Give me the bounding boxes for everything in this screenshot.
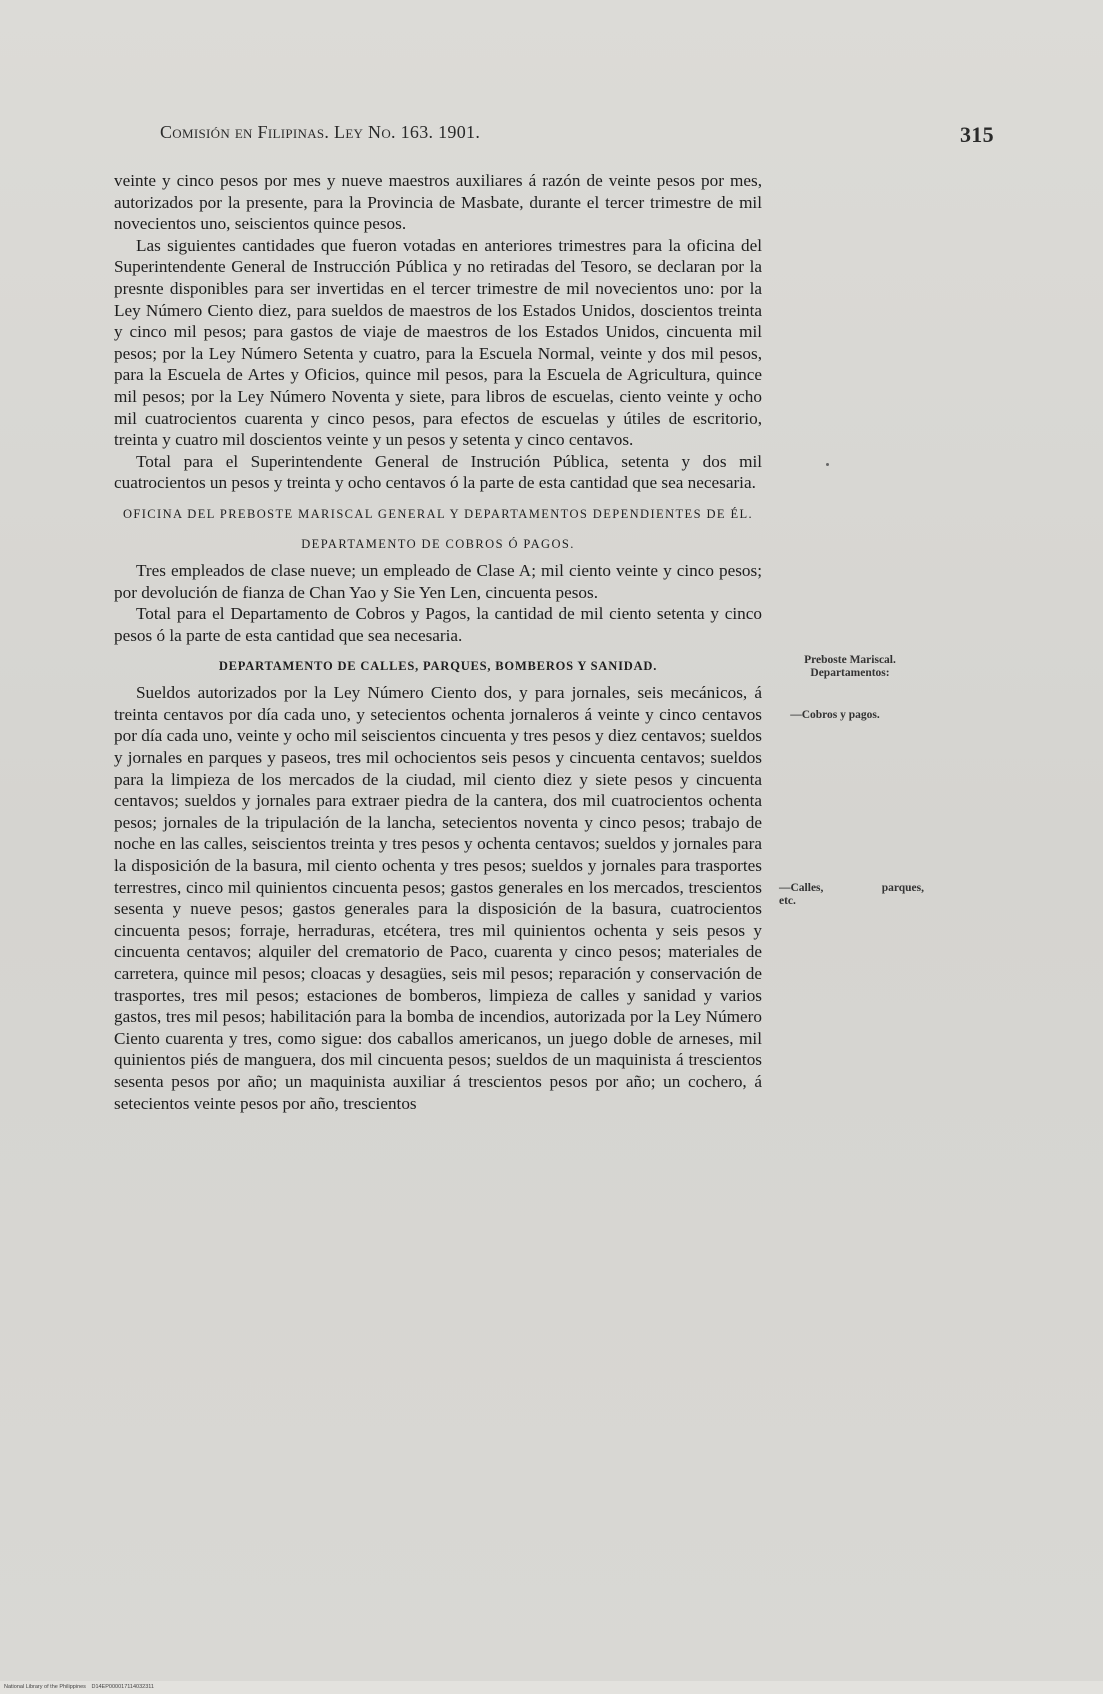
margin-note-line: Departamentos:	[810, 667, 890, 679]
paragraph: Total para el Superintendente General de Instrución Pública, setenta y dos mil cuatrocientos un pesos y treinta y ocho centavos ó la parte de esta cantidad que sea necesaria.	[114, 451, 762, 493]
margin-note-word: parques,	[881, 882, 924, 894]
paragraph: Sueldos autorizados por la Ley Número Ciento dos, y para jornales, seis mecánicos, á treinta centavos por día cada uno, y setecientos ochenta jornaleros á veinte y cinco centavos por día cada uno, veinte y ocho mil seiscientos cincuenta y tres pesos y diez centavos; sueldos y jornales en parques y paseos, tres mil ochocientos seis pesos y cincuenta centavos; sueldos para la limpieza de los mercados de la ciudad, mil ciento diez y siete pesos y cincuenta centavos; sueldos y jornales para extraer piedra de la cantera, dos mil cuatrocientos ochenta pesos; jornales de la tripulación de la lancha, setecientos noventa y cinco pesos; trabajo de noche en las calles, seiscientos treinta y tres pesos y ochenta centavos; sueldos y jornales para la disposición de la basura, mil ciento ochenta y tres pesos; sueldos y jornales para trasportes terrestres, cinco mil quinientos cincuenta pesos; gastos generales en los mercados, trescientos sesenta y nueve pesos; gastos generales para la disposición de la basura, cuatrocientos cincuenta pesos; forraje, herraduras, etcétera, tres mil quinientos ochenta y seis pesos y cincuenta centavos; alquiler del crematorio de Paco, cuarenta y cinco pesos; materiales de carretera, quince mil pesos; cloacas y desagües, seis mil pesos; reparación y conservación de trasportes, tres mil pesos; estaciones de bomberos, limpieza de calles y sanidad y varios gastos, tres mil pesos; habilitación para la bomba de incendios, autorizada por la Ley Número Ciento cuarenta y tres, como sigue: dos caballos americanos, un juego doble de arneses, mil quinientos piés de manguera, dos mil cincuenta pesos; sueldos de un maquinista á trescientos sesenta pesos por año; un maquinista auxiliar á trescientos pesos por año; un cochero, á setecientos veinte pesos por año, trescientos	[114, 683, 762, 1113]
subsection-heading: DEPARTAMENTO DE COBROS Ó PAGOS.	[301, 536, 575, 551]
scan-code: D14EP000017114032311	[91, 1684, 154, 1690]
section-heading: OFICINA DEL PREBOSTE MARISCAL GENERAL Y DEPARTAMENTOS DEPENDIENTES DE ÉL.	[122, 506, 754, 521]
specks	[826, 463, 829, 466]
paragraph: Las siguientes cantidades que fueron votadas en anteriores trimestres para la oficina del Superintendente General de Instrucción Pública y no retiradas del Tesoro, se declaran por la presnte disponibles para ser invertidas en el tercer trimestre de mil novecientos uno: por la Ley Número Ciento diez, para sueldos de maestros de los Estados Unidos, doscientos treinta y cinco mil pesos; para gastos de viaje de maestros de los Estados Unidos, cincuenta mil pesos; por la Ley Número Setenta y cuatro, para la Escuela Normal, veinte y dos mil pesos, para la Escuela de Artes y Oficios, quince mil pesos, para la Escuela de Agricultura, quince mil pesos; por la Ley Número Noventa y siete, para libros de escuelas, ciento veinte y ocho mil cuatrocientos cuarenta y cinco pesos, para efectos de escuelas y útiles de escritorio, treinta y cuatro mil doscientos veinte y un pesos y setenta y cinco centavos.	[114, 235, 762, 450]
margin-note-word: —Calles,	[779, 882, 824, 894]
margin-note-preboste	[760, 654, 940, 680]
library-credit: National Library of the Philippines	[4, 1684, 86, 1690]
margin-note-cobros: —Cobros y pagos.	[790, 709, 880, 721]
body-text	[114, 170, 762, 1114]
subsection-heading: DEPARTAMENTO DE CALLES, PARQUES, BOMBEROS Y SANIDAD.	[218, 659, 658, 674]
margin-note-calles	[779, 882, 924, 908]
scan-footer	[0, 1681, 1103, 1694]
paragraph: Total para el Departamento de Cobros y Pagos, la cantidad de mil ciento setenta y cinco pesos ó la parte de esta cantidad que sea necesaria.	[114, 604, 762, 645]
running-title: Comisión en Filipinas. Ley No. 163. 1901.	[160, 122, 481, 142]
paragraph: veinte y cinco pesos por mes y nueve maestros auxiliares á razón de veinte pesos por mes, autorizados por la presente, para la Provincia de Masbate, durante el tercer trimestre de mil novecientos uno, seiscientos quince pesos.	[114, 171, 762, 234]
margin-note-word: etc.	[779, 895, 796, 907]
paragraph: Tres empleados de clase nueve; un empleado de Clase A; mil ciento veinte y cinco pesos; por devolución de fianza de Chan Yao y Sie Yen Len, cincuenta pesos.	[114, 560, 762, 602]
margin-note-line: Preboste Mariscal.	[804, 654, 896, 666]
page-number: 315	[960, 122, 994, 147]
